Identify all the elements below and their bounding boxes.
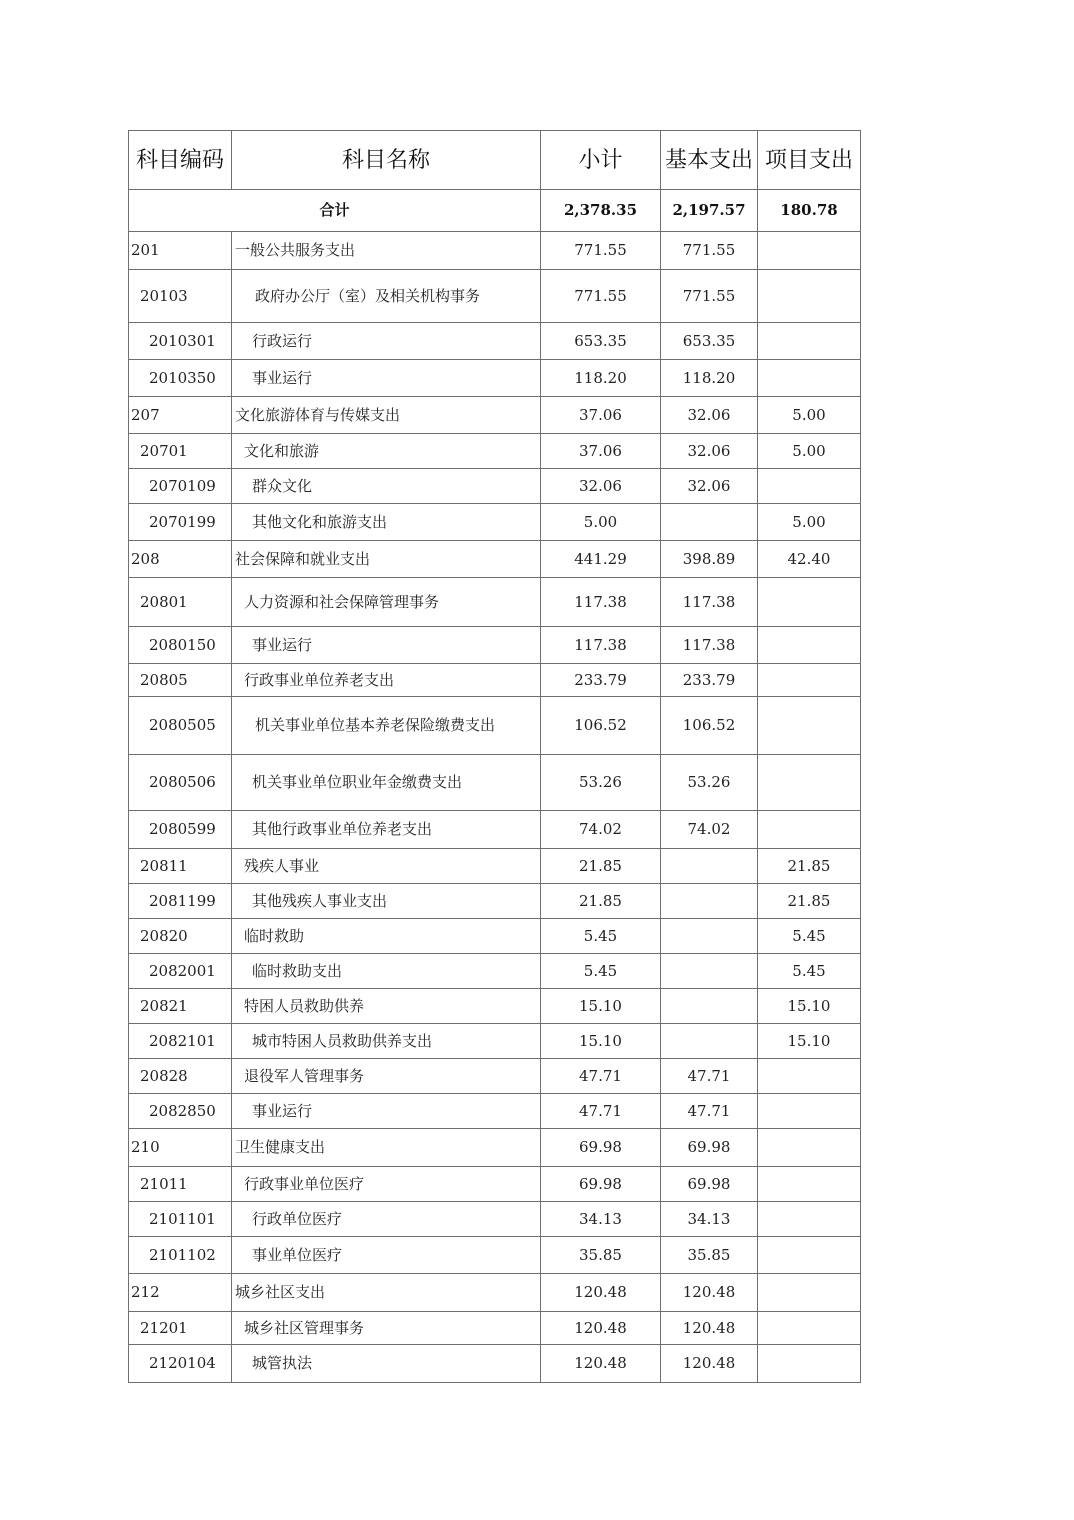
row-project — [758, 1059, 861, 1094]
row-subtotal: 15.10 — [541, 1024, 661, 1059]
row-project — [758, 578, 861, 627]
table-row — [129, 627, 861, 664]
row-subtotal: 21.85 — [541, 849, 661, 884]
row-subtotal: 74.02 — [541, 811, 661, 849]
row-basic: 106.52 — [661, 697, 758, 755]
row-code: 20811 — [129, 849, 232, 884]
row-subtotal: 117.38 — [541, 627, 661, 664]
row-code: 2120104 — [129, 1345, 232, 1383]
total-row — [129, 190, 861, 232]
row-basic: 398.89 — [661, 541, 758, 578]
row-basic: 32.06 — [661, 397, 758, 434]
row-basic: 120.48 — [661, 1312, 758, 1345]
row-project — [758, 1094, 861, 1129]
row-name: 文化和旅游 — [232, 434, 541, 469]
row-project: 15.10 — [758, 1024, 861, 1059]
row-basic: 233.79 — [661, 664, 758, 697]
row-name: 其他行政事业单位养老支出 — [232, 811, 541, 849]
row-subtotal: 5.45 — [541, 954, 661, 989]
table-row — [129, 1345, 861, 1383]
row-name: 文化旅游体育与传媒支出 — [232, 397, 541, 434]
table-row — [129, 1237, 861, 1274]
table-row — [129, 504, 861, 541]
row-project: 42.40 — [758, 541, 861, 578]
row-subtotal: 47.71 — [541, 1059, 661, 1094]
row-project — [758, 323, 861, 360]
table-row — [129, 397, 861, 434]
row-basic: 47.71 — [661, 1094, 758, 1129]
header-code: 科目编码 — [129, 131, 232, 190]
row-code: 208 — [129, 541, 232, 578]
row-name: 卫生健康支出 — [232, 1129, 541, 1167]
row-name: 行政事业单位医疗 — [232, 1167, 541, 1202]
row-basic: 118.20 — [661, 360, 758, 397]
row-name: 社会保障和就业支出 — [232, 541, 541, 578]
row-code: 2070199 — [129, 504, 232, 541]
table-row — [129, 1202, 861, 1237]
row-basic — [661, 884, 758, 919]
row-name: 行政运行 — [232, 323, 541, 360]
row-name: 一般公共服务支出 — [232, 232, 541, 270]
row-code: 20103 — [129, 270, 232, 323]
row-name: 城乡社区支出 — [232, 1274, 541, 1312]
row-basic — [661, 989, 758, 1024]
table-row — [129, 578, 861, 627]
row-name: 其他文化和旅游支出 — [232, 504, 541, 541]
table-row — [129, 270, 861, 323]
row-subtotal: 771.55 — [541, 270, 661, 323]
header-subtotal: 小计 — [541, 131, 661, 190]
row-code: 21011 — [129, 1167, 232, 1202]
table-row — [129, 434, 861, 469]
row-project — [758, 811, 861, 849]
row-subtotal: 69.98 — [541, 1129, 661, 1167]
row-subtotal: 106.52 — [541, 697, 661, 755]
row-code: 2080150 — [129, 627, 232, 664]
row-code: 20801 — [129, 578, 232, 627]
row-subtotal: 653.35 — [541, 323, 661, 360]
row-basic: 69.98 — [661, 1129, 758, 1167]
table-row — [129, 1024, 861, 1059]
row-basic: 120.48 — [661, 1274, 758, 1312]
row-code: 2010350 — [129, 360, 232, 397]
table-row — [129, 360, 861, 397]
table-row — [129, 541, 861, 578]
row-basic: 69.98 — [661, 1167, 758, 1202]
row-project — [758, 360, 861, 397]
row-subtotal: 233.79 — [541, 664, 661, 697]
row-name: 事业运行 — [232, 1094, 541, 1129]
table-row — [129, 664, 861, 697]
row-basic — [661, 504, 758, 541]
table-row — [129, 1167, 861, 1202]
row-project: 5.00 — [758, 504, 861, 541]
row-project — [758, 270, 861, 323]
table-row — [129, 1312, 861, 1345]
table-row — [129, 1094, 861, 1129]
row-name: 群众文化 — [232, 469, 541, 504]
row-code: 2082850 — [129, 1094, 232, 1129]
row-subtotal: 37.06 — [541, 397, 661, 434]
row-subtotal: 5.45 — [541, 919, 661, 954]
row-name: 残疾人事业 — [232, 849, 541, 884]
row-subtotal: 118.20 — [541, 360, 661, 397]
row-basic: 53.26 — [661, 755, 758, 811]
row-code: 21201 — [129, 1312, 232, 1345]
row-subtotal: 53.26 — [541, 755, 661, 811]
row-subtotal: 120.48 — [541, 1345, 661, 1383]
row-basic: 771.55 — [661, 270, 758, 323]
table-row — [129, 1059, 861, 1094]
row-code: 207 — [129, 397, 232, 434]
row-project — [758, 1345, 861, 1383]
row-name: 城市特困人员救助供养支出 — [232, 1024, 541, 1059]
row-project: 21.85 — [758, 849, 861, 884]
row-code: 20805 — [129, 664, 232, 697]
row-code: 2080505 — [129, 697, 232, 755]
total-subtotal: 2,378.35 — [541, 190, 661, 232]
row-project: 15.10 — [758, 989, 861, 1024]
header-row — [129, 131, 861, 190]
row-subtotal: 32.06 — [541, 469, 661, 504]
row-basic: 771.55 — [661, 232, 758, 270]
row-basic: 35.85 — [661, 1237, 758, 1274]
row-basic: 117.38 — [661, 578, 758, 627]
row-project — [758, 232, 861, 270]
row-code: 2082001 — [129, 954, 232, 989]
row-subtotal: 21.85 — [541, 884, 661, 919]
row-subtotal: 771.55 — [541, 232, 661, 270]
table-row — [129, 1274, 861, 1312]
row-code: 210 — [129, 1129, 232, 1167]
row-name: 政府办公厅（室）及相关机构事务 — [232, 270, 541, 323]
row-name: 事业运行 — [232, 360, 541, 397]
row-subtotal: 34.13 — [541, 1202, 661, 1237]
row-code: 2010301 — [129, 323, 232, 360]
row-subtotal: 69.98 — [541, 1167, 661, 1202]
table-row — [129, 884, 861, 919]
row-code: 2080506 — [129, 755, 232, 811]
header-basic: 基本支出 — [661, 131, 758, 190]
row-name: 事业运行 — [232, 627, 541, 664]
row-code: 20828 — [129, 1059, 232, 1094]
row-subtotal: 441.29 — [541, 541, 661, 578]
row-code: 20701 — [129, 434, 232, 469]
table-row — [129, 469, 861, 504]
table-row — [129, 697, 861, 755]
header-project: 项目支出 — [758, 131, 861, 190]
row-code: 212 — [129, 1274, 232, 1312]
row-code: 20821 — [129, 989, 232, 1024]
row-project — [758, 1167, 861, 1202]
table-row — [129, 954, 861, 989]
row-project — [758, 755, 861, 811]
total-project: 180.78 — [758, 190, 861, 232]
row-subtotal: 120.48 — [541, 1312, 661, 1345]
row-project: 5.45 — [758, 919, 861, 954]
row-name: 城乡社区管理事务 — [232, 1312, 541, 1345]
row-code: 2070109 — [129, 469, 232, 504]
row-project — [758, 664, 861, 697]
table-row — [129, 232, 861, 270]
table-row — [129, 849, 861, 884]
row-basic: 74.02 — [661, 811, 758, 849]
row-name: 机关事业单位职业年金缴费支出 — [232, 755, 541, 811]
row-project — [758, 469, 861, 504]
total-label: 合计 — [129, 190, 541, 232]
row-project — [758, 1312, 861, 1345]
row-name: 人力资源和社会保障管理事务 — [232, 578, 541, 627]
row-code: 20820 — [129, 919, 232, 954]
header-name: 科目名称 — [232, 131, 541, 190]
row-name: 事业单位医疗 — [232, 1237, 541, 1274]
row-subtotal: 15.10 — [541, 989, 661, 1024]
row-subtotal: 47.71 — [541, 1094, 661, 1129]
row-project — [758, 1237, 861, 1274]
row-basic: 117.38 — [661, 627, 758, 664]
row-code: 2082101 — [129, 1024, 232, 1059]
row-code: 2080599 — [129, 811, 232, 849]
table-row — [129, 755, 861, 811]
total-basic: 2,197.57 — [661, 190, 758, 232]
row-project: 5.00 — [758, 434, 861, 469]
row-name: 退役军人管理事务 — [232, 1059, 541, 1094]
row-code: 2101101 — [129, 1202, 232, 1237]
budget-table — [128, 130, 861, 1383]
row-project: 21.85 — [758, 884, 861, 919]
row-code: 2081199 — [129, 884, 232, 919]
row-project: 5.45 — [758, 954, 861, 989]
table-row — [129, 989, 861, 1024]
row-project — [758, 627, 861, 664]
row-project: 5.00 — [758, 397, 861, 434]
row-project — [758, 697, 861, 755]
row-name: 城管执法 — [232, 1345, 541, 1383]
row-name: 临时救助支出 — [232, 954, 541, 989]
row-name: 行政单位医疗 — [232, 1202, 541, 1237]
row-subtotal: 37.06 — [541, 434, 661, 469]
row-basic: 34.13 — [661, 1202, 758, 1237]
row-project — [758, 1202, 861, 1237]
row-subtotal: 5.00 — [541, 504, 661, 541]
row-basic — [661, 849, 758, 884]
row-subtotal: 35.85 — [541, 1237, 661, 1274]
row-basic: 120.48 — [661, 1345, 758, 1383]
row-basic: 47.71 — [661, 1059, 758, 1094]
row-basic — [661, 919, 758, 954]
row-name: 其他残疾人事业支出 — [232, 884, 541, 919]
table-row — [129, 1129, 861, 1167]
table-row — [129, 811, 861, 849]
table-row — [129, 323, 861, 360]
row-basic: 32.06 — [661, 469, 758, 504]
row-basic: 32.06 — [661, 434, 758, 469]
table-row — [129, 919, 861, 954]
row-subtotal: 120.48 — [541, 1274, 661, 1312]
row-basic — [661, 954, 758, 989]
row-name: 特困人员救助供养 — [232, 989, 541, 1024]
row-name: 机关事业单位基本养老保险缴费支出 — [232, 697, 541, 755]
row-basic — [661, 1024, 758, 1059]
row-project — [758, 1129, 861, 1167]
row-code: 2101102 — [129, 1237, 232, 1274]
row-name: 临时救助 — [232, 919, 541, 954]
row-project — [758, 1274, 861, 1312]
row-name: 行政事业单位养老支出 — [232, 664, 541, 697]
row-basic: 653.35 — [661, 323, 758, 360]
row-subtotal: 117.38 — [541, 578, 661, 627]
row-code: 201 — [129, 232, 232, 270]
